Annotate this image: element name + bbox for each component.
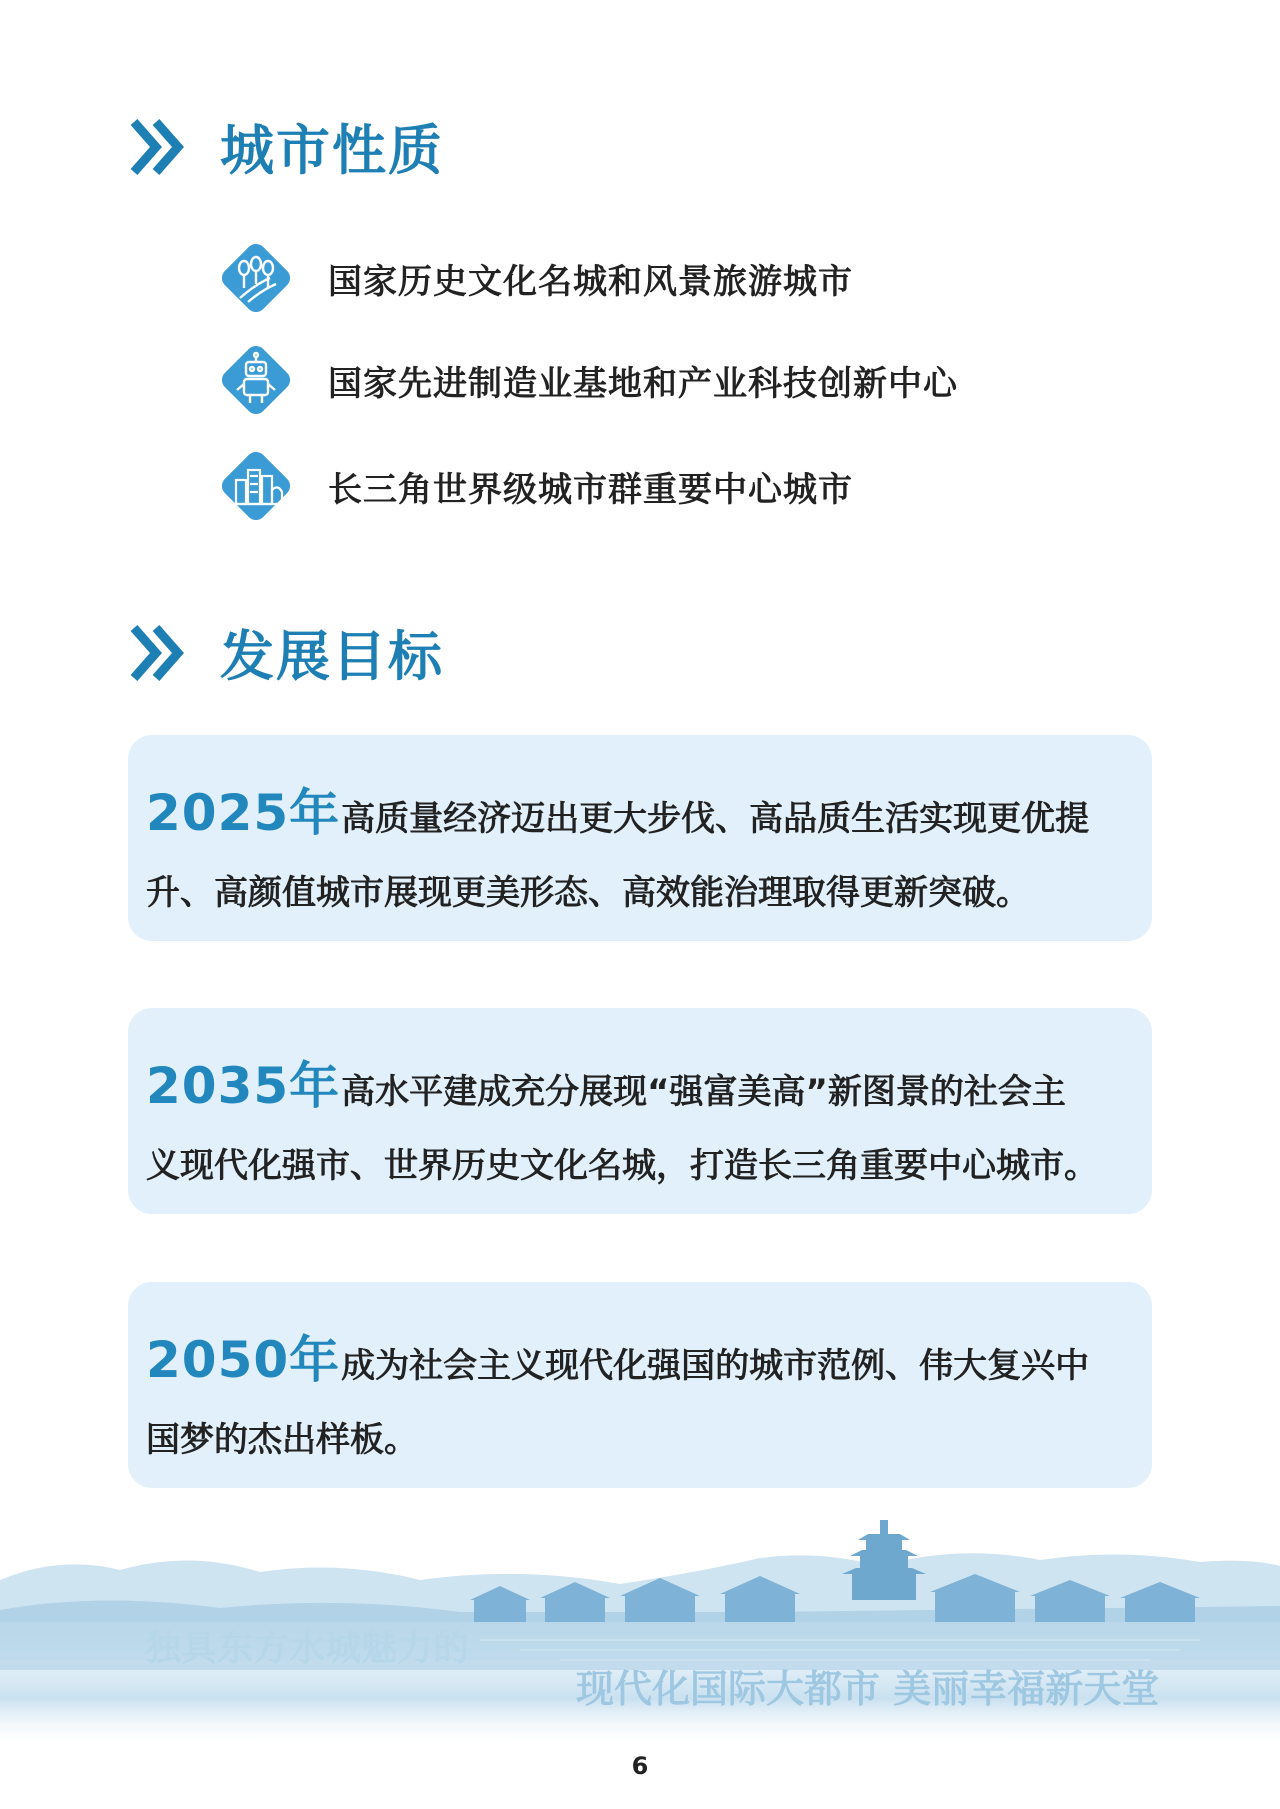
goal-year: 2025	[146, 784, 290, 842]
double-chevron-icon	[128, 622, 190, 684]
section-header-nature	[128, 108, 444, 185]
nature-item	[210, 232, 853, 324]
goal-card-2035	[128, 1008, 1152, 1214]
section-title-nature: 城市性质	[220, 119, 444, 182]
slogan-left: 独具东方水城魅力的	[145, 1628, 470, 1669]
goal-card-2050	[128, 1282, 1152, 1488]
goal-text-continued: 升、高颜值城市展现更美形态、高效能治理取得更新突破。	[146, 873, 1030, 913]
goal-year-suffix: 年	[289, 1331, 340, 1389]
nature-item	[210, 440, 853, 532]
goal-line	[146, 1046, 1134, 1118]
goal-line	[146, 773, 1134, 845]
goal-year: 2035	[146, 1057, 290, 1115]
goal-line	[146, 1320, 1134, 1392]
page-number: 6	[631, 1752, 649, 1780]
nature-item	[210, 334, 958, 426]
robot-icon	[210, 334, 302, 426]
goal-year-suffix: 年	[289, 784, 340, 842]
goal-text: 成为社会主义现代化强国的城市范例、伟大复兴中	[341, 1346, 1090, 1386]
nature-text: 长三角世界级城市群重要中心城市	[328, 469, 853, 510]
goal-text: 高水平建成充分展现“强富美高”新图景的社会主	[341, 1072, 1066, 1112]
nature-text: 国家历史文化名城和风景旅游城市	[328, 261, 853, 302]
goal-year: 2050	[146, 1331, 290, 1389]
goal-year-suffix: 年	[289, 1057, 340, 1115]
goal-text: 高质量经济迈出更大步伐、高品质生活实现更优提	[341, 799, 1090, 839]
city-buildings-icon	[210, 440, 302, 532]
goal-text-continued: 国梦的杰出样板。	[146, 1420, 418, 1460]
section-header-goals	[128, 614, 444, 691]
section-title-goals: 发展目标	[220, 625, 444, 688]
goal-card-2025	[128, 735, 1152, 941]
slogan-right: 现代化国际大都市 美丽幸福新天堂	[576, 1667, 1160, 1711]
goal-text-continued: 义现代化强市、世界历史文化名城，打造长三角重要中心城市。	[146, 1146, 1098, 1186]
double-chevron-icon	[128, 116, 190, 178]
trees-path-icon	[210, 232, 302, 324]
nature-text: 国家先进制造业基地和产业科技创新中心	[328, 363, 958, 404]
